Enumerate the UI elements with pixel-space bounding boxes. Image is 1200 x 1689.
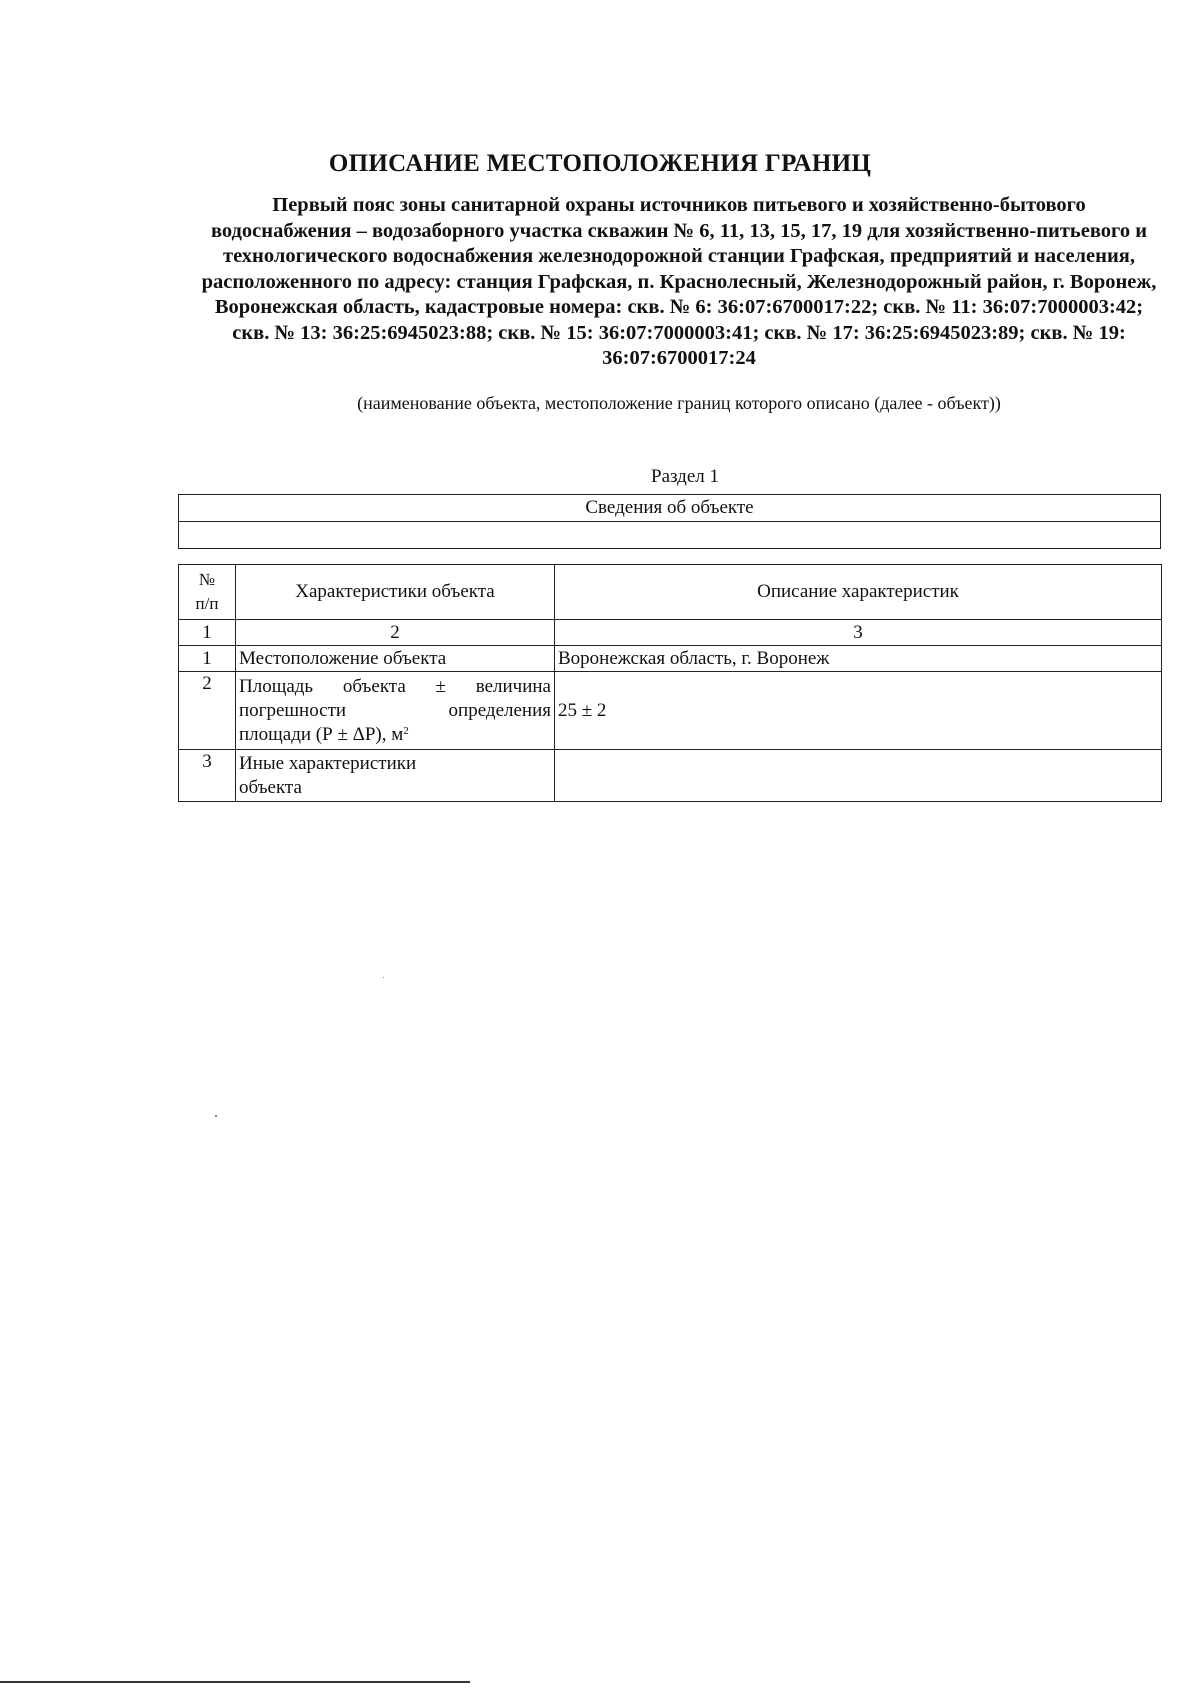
header-num-line1: №: [198, 570, 216, 589]
row-characteristic: [236, 672, 555, 750]
row-description: Воронежская область, г. Воронеж: [555, 646, 1162, 672]
characteristic-line: Площадь объекта ± величина: [239, 675, 551, 697]
scan-edge-line: [0, 1681, 470, 1683]
characteristic-line: площади (Р ± ΔР), м: [239, 723, 404, 745]
row-num: 3: [179, 750, 236, 802]
column-number-row: [179, 620, 1162, 646]
characteristics-table: [178, 564, 1162, 802]
section-title: Сведения об объекте: [179, 495, 1161, 522]
header-num-cell: [179, 565, 236, 620]
characteristic-line: Иные характеристики: [239, 752, 417, 774]
scan-speck: [383, 977, 384, 978]
row-num: 1: [179, 646, 236, 672]
document-title: ОПИСАНИЕ МЕСТОПОЛОЖЕНИЯ ГРАНИЦ: [328, 150, 872, 177]
row-num: 2: [179, 672, 236, 750]
unit-exponent: 2: [403, 724, 409, 737]
row-description: [555, 750, 1162, 802]
header-characteristic: Характеристики объекта: [236, 565, 555, 620]
column-number: 3: [555, 620, 1162, 646]
row-characteristic: [236, 750, 555, 802]
characteristic-line-with-unit: [239, 723, 551, 747]
table-row: [179, 522, 1161, 549]
table-row: [179, 672, 1162, 750]
empty-cell: [179, 522, 1161, 549]
table-row: [179, 495, 1161, 522]
object-info-table: [178, 494, 1161, 549]
row-description: 25 ± 2: [555, 672, 1162, 750]
column-number: 1: [179, 620, 236, 646]
table-row: [179, 646, 1162, 672]
characteristic-line: объекта: [239, 776, 302, 798]
document-subtitle: Первый пояс зоны санитарной охраны источников питьевого и хозяйственно-бытового водоснабжения – водозаборного участка скважин № 6, 11, 13, 15, 17, 19 для хозяйственно-питьевого и технологического водоснабжения железнодорожной станции Графская, предприятий и населения, расположенного по адресу: станция Графская, п. Краснолесный, Железнодорожный район, г. Воронеж, Воронежская область, кадастровые номера: скв. № 6: 36:07:6700017:22; скв. № 11: 36:07:7000003:42; скв. № 13: 36:25:6945023:88; скв. № 15: 36:07:7000003:41; скв. № 17: 36:25:6945023:89; скв. № 19: 36:07:6700017:24: [201, 194, 1157, 369]
table-header-row: [179, 565, 1162, 620]
header-num-line2: п/п: [195, 594, 219, 613]
section-label: Раздел 1: [651, 466, 719, 487]
characteristic-line: погрешности определения: [239, 699, 551, 721]
object-caption: (наименование объекта, местоположение границ которого описано (далее - объект)): [357, 393, 1001, 413]
header-description: Описание характеристик: [555, 565, 1162, 620]
scan-speck: [215, 1115, 217, 1117]
row-characteristic: Местоположение объекта: [236, 646, 555, 672]
column-number: 2: [236, 620, 555, 646]
table-row: [179, 750, 1162, 802]
